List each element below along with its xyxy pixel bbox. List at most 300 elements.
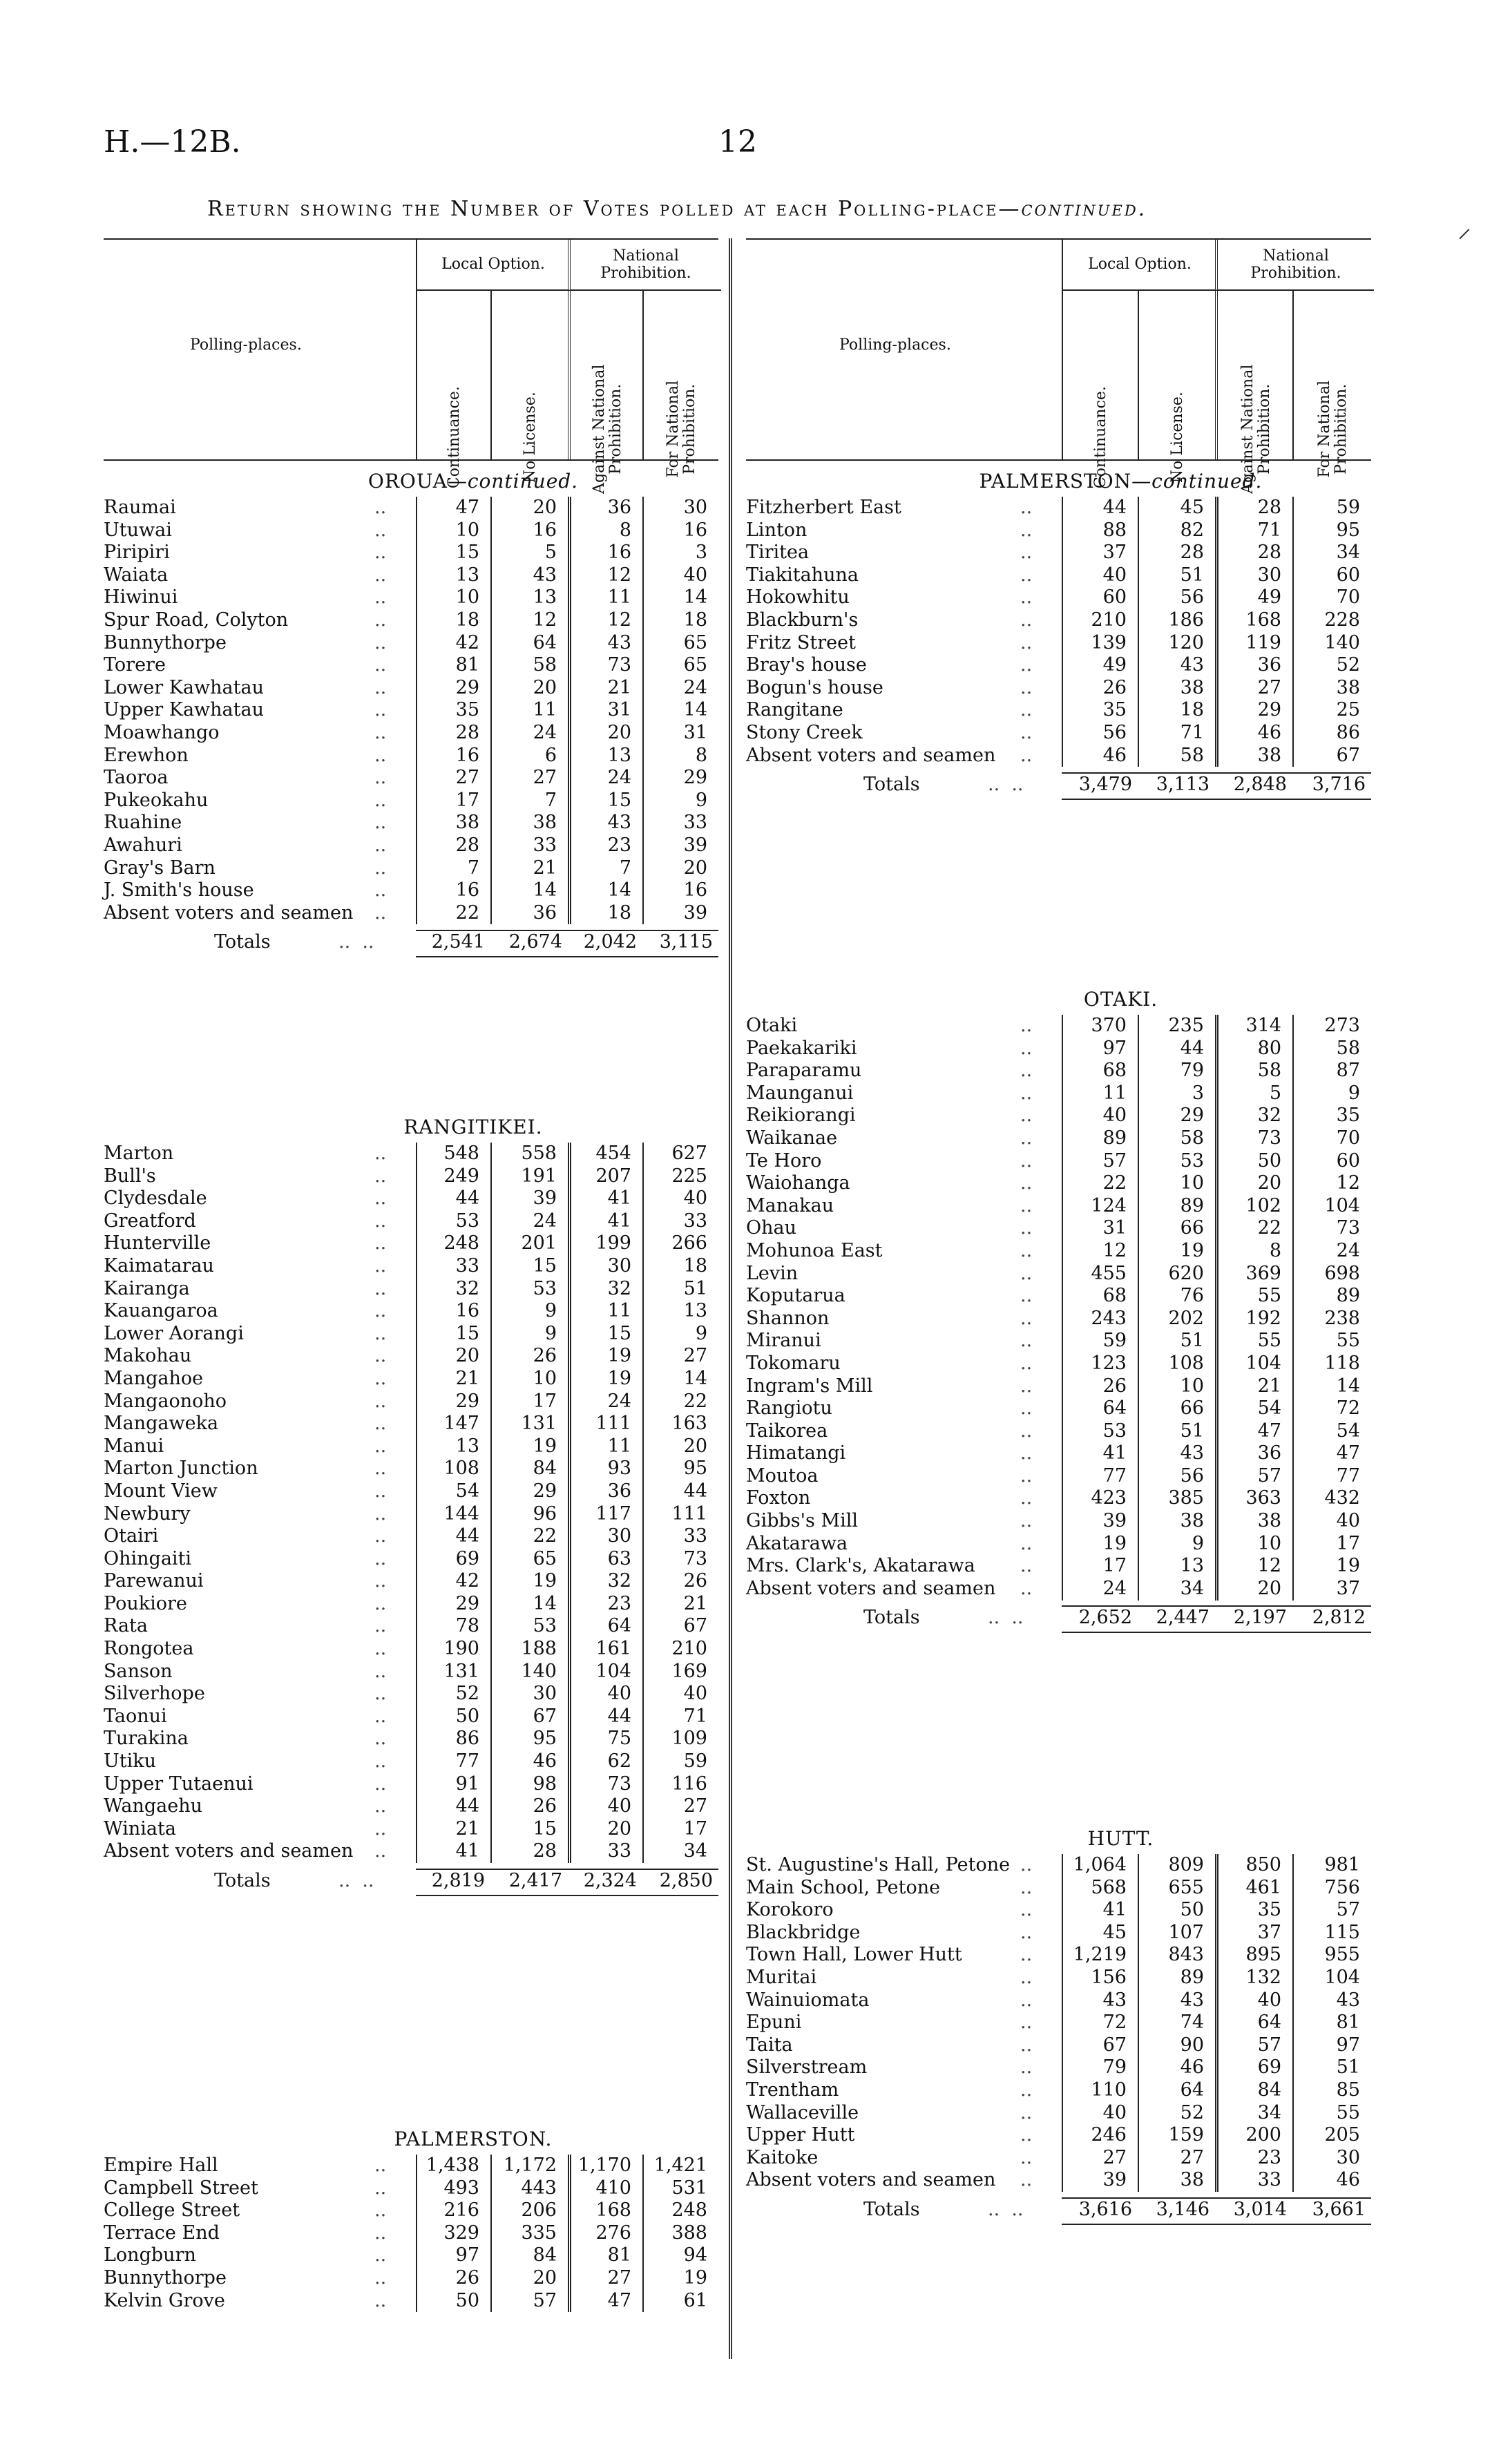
vote-count: 20	[455, 1345, 479, 1367]
vote-count: 38	[533, 812, 557, 834]
vote-count: 955	[1324, 1944, 1360, 1966]
polling-place-name: Silverstream	[746, 2056, 868, 2079]
polling-place-name: Absent voters and seamen	[746, 1577, 996, 1599]
vote-count: 53	[455, 1210, 479, 1232]
table-row	[104, 1795, 718, 1818]
vote-count: 17	[1102, 1555, 1127, 1577]
table-row	[104, 1615, 718, 1638]
leader-dots: ..	[1020, 1876, 1033, 1898]
vote-count: 64	[533, 631, 557, 653]
vote-count: 20	[683, 1435, 707, 1457]
vote-count: 1,219	[1073, 1944, 1127, 1966]
vote-count: 50	[1257, 1149, 1281, 1172]
vote-count: 131	[521, 1413, 557, 1435]
polling-place-name: Shannon	[746, 1307, 830, 1329]
vote-count: 335	[521, 2222, 557, 2244]
vote-count: 19	[1336, 1555, 1360, 1577]
local-option-header: Local Option.	[416, 240, 569, 291]
vote-count: 140	[1324, 631, 1360, 653]
vote-count: 22	[533, 1525, 557, 1547]
leader-dots: ..	[1020, 1442, 1033, 1464]
vote-count: 895	[1245, 1944, 1281, 1966]
vote-count: 32	[607, 1570, 631, 1592]
vote-count: 28	[455, 834, 479, 856]
table-row	[746, 1353, 1371, 1375]
vote-count: 67	[533, 1705, 557, 1727]
leader-dots: ..	[1020, 699, 1033, 721]
vote-count: 13	[455, 1435, 479, 1457]
vote-count: 54	[1257, 1397, 1281, 1420]
against-header: Against National Prohibition.	[1215, 291, 1295, 459]
polling-place-name: Upper Tutaenui	[104, 1773, 254, 1795]
table-row	[746, 1989, 1371, 2012]
vote-count: 10	[1180, 1375, 1204, 1397]
polling-place-name: Tiakitahuna	[746, 564, 859, 586]
vote-count: 5	[1269, 1082, 1281, 1104]
leader-dots: ..	[374, 1367, 387, 1389]
vote-count: 82	[1180, 519, 1204, 541]
table-row	[104, 1480, 718, 1503]
table-row	[104, 586, 718, 609]
vote-count: 77	[1336, 1464, 1360, 1487]
vote-count: 38	[1180, 1510, 1204, 1532]
table-row	[746, 1922, 1371, 1945]
table-row	[104, 1593, 718, 1616]
leader-dots: ..	[374, 789, 387, 811]
vote-count: 314	[1245, 1015, 1281, 1036]
leader-dots: ..	[374, 2222, 387, 2244]
leader-dots: ..	[1020, 1487, 1033, 1509]
vote-count: 34	[1257, 2101, 1281, 2123]
polling-place-name: Waiohanga	[746, 1172, 850, 1194]
table-row	[104, 654, 718, 677]
vote-count: 132	[1245, 1966, 1281, 1988]
vote-count: 38	[1180, 676, 1204, 698]
vote-count: 3	[1192, 1082, 1204, 1104]
vote-count: 35	[1336, 1105, 1360, 1127]
polling-place-name: Tokomaru	[746, 1352, 841, 1374]
leader-dots: ..	[374, 2155, 387, 2176]
leader-dots: ..	[1020, 2146, 1033, 2168]
table-row	[746, 677, 1371, 700]
polling-place-name: Silverhope	[104, 1683, 205, 1705]
polling-place-name: Blackbridge	[746, 1921, 861, 1943]
polling-place-name: Upper Hutt	[746, 2124, 855, 2146]
vote-count: 73	[607, 1773, 631, 1795]
polling-place-name: Makohau	[104, 1345, 192, 1367]
vote-count: 43	[607, 631, 631, 653]
vote-count: 45	[1102, 1921, 1127, 1943]
leader-dots: ..	[374, 676, 387, 698]
vote-count: 27	[455, 767, 479, 789]
vote-count: 57	[1257, 1464, 1281, 1487]
leader-dots: ..	[374, 1322, 387, 1344]
vote-count: 107	[1168, 1921, 1204, 1943]
table-row	[746, 1967, 1371, 1989]
vote-count: 86	[455, 1728, 479, 1750]
table-row	[104, 2199, 718, 2222]
polling-place-name: Foxton	[746, 1487, 811, 1509]
polling-place-name: Miranui	[746, 1330, 821, 1352]
vote-count: 16	[607, 542, 631, 564]
vote-count: 11	[607, 1435, 631, 1457]
vote-count: 54	[455, 1480, 479, 1502]
vote-count: 111	[671, 1502, 707, 1525]
vote-count: 168	[595, 2199, 631, 2222]
vote-count: 11	[1102, 1082, 1127, 1104]
section-hutt	[746, 1824, 1371, 2228]
table-row	[104, 1458, 718, 1480]
leader-dots: ..	[374, 609, 387, 631]
table-row	[746, 1487, 1371, 1510]
polling-place-name: Hunterville	[104, 1232, 211, 1254]
vote-count: 61	[683, 2289, 707, 2311]
leader-dots: ..	[1020, 2012, 1033, 2034]
vote-count: 39	[683, 901, 707, 924]
column-rule	[416, 497, 417, 924]
vote-count: 64	[1102, 1397, 1127, 1420]
polling-place-name: Korokoro	[746, 1899, 834, 1921]
vote-count: 455	[1091, 1262, 1127, 1284]
column-rule	[568, 1143, 571, 1863]
polling-place-name: Stony Creek	[746, 721, 863, 743]
vote-count: 93	[607, 1458, 631, 1480]
vote-count: 410	[595, 2177, 631, 2199]
leader-dots: ..	[1020, 1944, 1033, 1966]
leader-dots: ..	[374, 699, 387, 721]
vote-count: 35	[1257, 1899, 1281, 1921]
polling-place-name: Wangaehu	[104, 1795, 203, 1817]
vote-count: 41	[1102, 1442, 1127, 1464]
vote-count: 20	[607, 721, 631, 743]
vote-count: 385	[1168, 1487, 1204, 1509]
vote-count: 46	[1336, 2169, 1360, 2191]
vote-count: 13	[533, 586, 557, 609]
vote-count: 15	[607, 1322, 631, 1344]
vote-count: 97	[1336, 2034, 1360, 2056]
leader-dots: ..	[374, 1277, 387, 1299]
vote-count: 36	[607, 1480, 631, 1502]
leader-dots: ..	[1020, 2124, 1033, 2146]
vote-count: 96	[533, 1502, 557, 1525]
vote-count: 15	[455, 1322, 479, 1344]
vote-count: 14	[683, 586, 707, 609]
vote-count: 24	[607, 767, 631, 789]
leader-dots: ..	[374, 2266, 387, 2289]
vote-count: 186	[1168, 609, 1204, 631]
vote-count: 22	[1257, 1217, 1281, 1239]
vote-count: 10	[1180, 1172, 1204, 1194]
vote-count: 97	[455, 2244, 479, 2266]
vote-count: 29	[1180, 1105, 1204, 1127]
vote-count: 3	[695, 542, 707, 564]
vote-count: 168	[1245, 609, 1281, 631]
leader-dots: ..	[1020, 721, 1033, 743]
polling-place-name: Kauangaroa	[104, 1300, 218, 1322]
table-row	[104, 812, 718, 834]
table-row	[104, 1706, 718, 1728]
vote-count: 76	[1180, 1285, 1204, 1307]
table-row	[746, 2034, 1371, 2057]
table-row	[746, 2169, 1371, 2192]
leader-dots: ..	[1020, 1989, 1033, 2011]
vote-count: 14	[683, 1367, 707, 1389]
vote-count: 12	[1102, 1239, 1127, 1261]
vote-count: 21	[683, 1592, 707, 1614]
vote-count: 363	[1245, 1487, 1281, 1509]
vote-count: 89	[1336, 1285, 1360, 1307]
section-title: OTAKI.	[1083, 988, 1158, 1011]
vote-count: 74	[1180, 2012, 1204, 2034]
vote-count: 20	[607, 1817, 631, 1840]
vote-count: 84	[533, 2244, 557, 2266]
vote-count: 7	[544, 789, 557, 811]
vote-count: 243	[1091, 1307, 1127, 1329]
vote-count: 31	[607, 699, 631, 721]
section-palmerston-continued	[746, 466, 1371, 803]
vote-count: 104	[1324, 1966, 1360, 1988]
vote-count: 23	[607, 834, 631, 856]
vote-count: 40	[1102, 564, 1127, 586]
table-row	[746, 1533, 1371, 1556]
vote-count: 12	[1257, 1555, 1281, 1577]
vote-count: 80	[1257, 1037, 1281, 1059]
polling-place-name: Campbell Street	[104, 2177, 258, 2199]
vote-count: 35	[455, 699, 479, 721]
vote-count: 51	[683, 1277, 707, 1299]
vote-count: 17	[683, 1817, 707, 1840]
leader-dots: ..	[374, 1165, 387, 1187]
column-rule	[1292, 1015, 1294, 1601]
leader-dots: ..	[1020, 1330, 1033, 1352]
table-row	[104, 902, 718, 925]
vote-count: 206	[521, 2199, 557, 2222]
vote-count: 210	[671, 1638, 707, 1660]
leader-dots: ..	[1020, 1532, 1033, 1554]
vote-count: 26	[1102, 676, 1127, 698]
column-rule	[1138, 497, 1139, 767]
polling-place-name: Bunnythorpe	[104, 631, 227, 653]
leader-dots: ..	[374, 1300, 387, 1322]
vote-count: 24	[1102, 1577, 1127, 1599]
vote-count: 26	[533, 1795, 557, 1817]
leader-dots: ..	[1020, 497, 1033, 518]
section-oroua	[104, 466, 718, 960]
column-rule	[416, 2155, 417, 2312]
vote-count: 118	[1324, 1352, 1360, 1374]
vote-count: 14	[607, 879, 631, 901]
vote-count: 78	[455, 1615, 479, 1637]
vote-count: 57	[1336, 1899, 1360, 1921]
section-palmerston	[104, 2124, 718, 2312]
vote-count: 104	[1245, 1352, 1281, 1374]
table-row	[104, 1165, 718, 1188]
polling-place-name: Winiata	[104, 1817, 176, 1840]
vote-count: 73	[1257, 1127, 1281, 1149]
totals-row: Totals .. .. 2,541 2,674 2,042 3,115	[104, 924, 718, 960]
vote-count: 423	[1091, 1487, 1127, 1509]
vote-count: 809	[1168, 1854, 1204, 1875]
vote-count: 21	[1257, 1375, 1281, 1397]
vote-count: 12	[533, 609, 557, 631]
leader-dots: ..	[374, 834, 387, 856]
table-row	[746, 1263, 1371, 1286]
vote-count: 85	[1336, 2079, 1360, 2101]
table-row	[746, 1397, 1371, 1420]
vote-count: 225	[671, 1165, 707, 1187]
vote-count: 29	[533, 1480, 557, 1502]
polling-place-name: Koputarua	[746, 1285, 845, 1307]
leader-dots: ..	[374, 1615, 387, 1637]
vote-count: 27	[1180, 2146, 1204, 2168]
vote-count: 37	[1257, 1921, 1281, 1943]
polling-place-name: Torere	[104, 654, 166, 676]
vote-count: 43	[607, 812, 631, 834]
vote-count: 108	[1168, 1352, 1204, 1374]
column-rule	[1062, 1854, 1063, 2192]
section-title: HUTT.	[1087, 1827, 1154, 1850]
vote-count: 58	[533, 654, 557, 676]
section-otaki	[746, 984, 1371, 1636]
vote-count: 454	[595, 1143, 631, 1164]
polling-place-name: Rangiotu	[746, 1397, 832, 1420]
vote-count: 32	[607, 1277, 631, 1299]
vote-count: 169	[671, 1660, 707, 1682]
vote-count: 81	[607, 2244, 631, 2266]
vote-count: 31	[1102, 1217, 1127, 1239]
table-row	[746, 564, 1371, 587]
table-row	[104, 1300, 718, 1323]
leader-dots: ..	[1020, 1854, 1033, 1875]
vote-count: 43	[1180, 1442, 1204, 1464]
leader-dots: ..	[374, 1187, 387, 1210]
totals-row: Totals .. .. 2,819 2,417 2,324 2,850	[104, 1863, 718, 1899]
polling-place-name: Raumai	[104, 497, 176, 518]
vote-count: 26	[683, 1570, 707, 1592]
vote-count: 36	[607, 497, 631, 518]
vote-count: 6	[544, 744, 557, 766]
vote-count: 30	[533, 1683, 557, 1705]
vote-count: 276	[595, 2222, 631, 2244]
polling-place-name: Kairanga	[104, 1277, 190, 1299]
vote-count: 16	[533, 519, 557, 541]
polling-place-name: Rongotea	[104, 1638, 194, 1660]
vote-count: 33	[1257, 2169, 1281, 2191]
vote-count: 8	[695, 744, 707, 766]
polling-place-name: Tiritea	[746, 542, 810, 564]
polling-place-name: Ingram's Mill	[746, 1375, 873, 1397]
vote-count: 50	[455, 2289, 479, 2311]
vote-count: 81	[455, 654, 479, 676]
table-row	[104, 790, 718, 812]
polling-place-name: Utiku	[104, 1750, 156, 1773]
table-row	[104, 1503, 718, 1526]
leader-dots: ..	[374, 857, 387, 879]
table-row	[746, 1195, 1371, 1218]
polling-place-name: Bray's house	[746, 654, 867, 676]
polling-place-name: Pukeokahu	[104, 789, 209, 811]
vote-count: 51	[1180, 1420, 1204, 1442]
polling-place-name: Te Horo	[746, 1149, 822, 1172]
vote-count: 56	[1180, 586, 1204, 609]
vote-count: 7	[467, 857, 479, 879]
table-row	[746, 1442, 1371, 1465]
leader-dots: ..	[1020, 1899, 1033, 1921]
vote-count: 44	[455, 1187, 479, 1210]
polling-place-name: Paraparamu	[746, 1060, 862, 1082]
vote-count: 14	[683, 699, 707, 721]
vote-count: 52	[1336, 654, 1360, 676]
table-row	[104, 1278, 718, 1301]
vote-count: 65	[683, 631, 707, 653]
leader-dots: ..	[1020, 654, 1033, 676]
vote-count: 27	[1257, 676, 1281, 698]
vote-count: 34	[1336, 542, 1360, 564]
vote-count: 19	[1102, 1532, 1127, 1554]
vote-count: 191	[521, 1165, 557, 1187]
polling-place-name: Kaimatarau	[104, 1254, 214, 1277]
column-rule	[1138, 1854, 1139, 2192]
vote-count: 249	[443, 1165, 479, 1187]
table-row	[104, 564, 718, 587]
polling-place-name: Otairi	[104, 1525, 159, 1547]
leader-dots: ..	[374, 901, 387, 924]
vote-count: 109	[671, 1728, 707, 1750]
vote-count: 36	[1257, 1442, 1281, 1464]
table-row	[104, 1368, 718, 1391]
vote-count: 60	[1336, 564, 1360, 586]
column-rule	[490, 497, 492, 924]
column-rule	[642, 497, 644, 924]
vote-count: 69	[1257, 2056, 1281, 2079]
polling-place-name: Bogun's house	[746, 676, 883, 698]
vote-count: 108	[443, 1458, 479, 1480]
vote-count: 98	[533, 1773, 557, 1795]
polling-place-name: Clydesdale	[104, 1187, 207, 1210]
table-row	[104, 1143, 718, 1165]
leader-dots: ..	[374, 1840, 387, 1862]
polling-place-name: Linton	[746, 519, 807, 541]
leader-dots: ..	[374, 1683, 387, 1705]
leader-dots: ..	[1020, 744, 1033, 766]
vote-count: 548	[443, 1143, 479, 1164]
vote-count: 16	[683, 879, 707, 901]
vote-count: 50	[455, 1705, 479, 1727]
vote-count: 57	[1102, 1149, 1127, 1172]
vote-count: 65	[683, 654, 707, 676]
vote-count: 28	[1257, 497, 1281, 518]
vote-count: 369	[1245, 1262, 1281, 1284]
vote-count: 18	[607, 901, 631, 924]
leader-dots: ..	[1020, 2101, 1033, 2123]
vote-count: 58	[1257, 1060, 1281, 1082]
table-row	[746, 1082, 1371, 1105]
vote-count: 43	[1336, 1989, 1360, 2011]
polling-places-header: Polling-places.	[190, 336, 302, 354]
vote-count: 53	[533, 1615, 557, 1637]
vote-count: 33	[683, 1525, 707, 1547]
leader-dots: ..	[1020, 1194, 1033, 1216]
for-header: For National Prohibition.	[1292, 291, 1373, 459]
vote-count: 67	[683, 1615, 707, 1637]
polling-place-name: Lower Aorangi	[104, 1322, 244, 1344]
vote-count: 18	[455, 609, 479, 631]
column-rule	[490, 1143, 492, 1863]
leader-dots: ..	[1020, 564, 1033, 586]
leader-dots: ..	[374, 519, 387, 541]
vote-count: 52	[455, 1683, 479, 1705]
vote-count: 443	[521, 2177, 557, 2199]
